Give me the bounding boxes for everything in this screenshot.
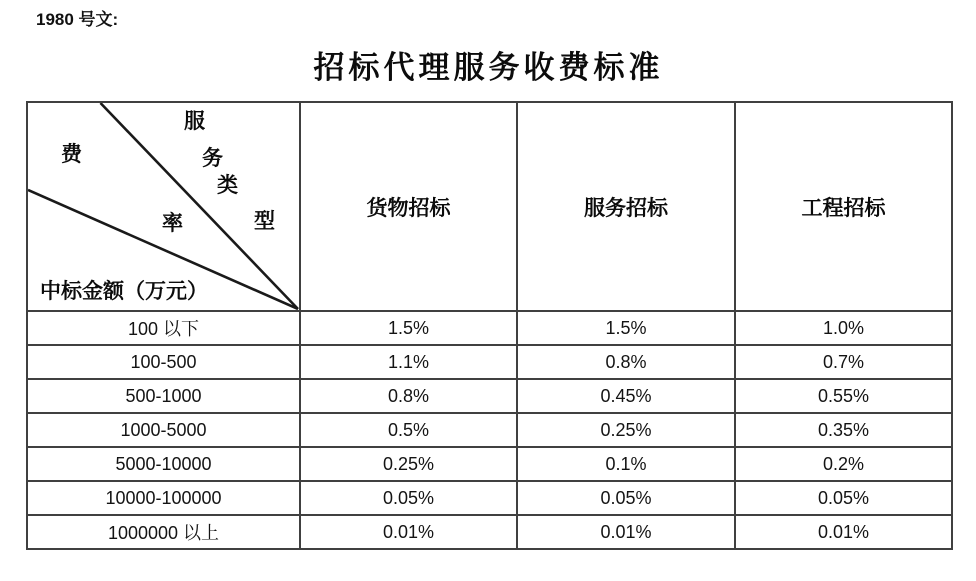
rate-cell-goods-bidding: 0.8% — [300, 379, 517, 413]
fee-table-body — [27, 311, 952, 549]
rate-cell-works-bidding: 0.55% — [735, 379, 952, 413]
rate-cell-goods-bidding: 0.01% — [300, 515, 517, 549]
rate-cell-works-bidding: 0.7% — [735, 345, 952, 379]
corner-label-fee-1: 费 — [61, 142, 82, 166]
rate-cell-works-bidding: 0.35% — [735, 413, 952, 447]
amount-range-cell: 1000000 以上 — [27, 515, 300, 549]
corner-label-service-3: 类 — [217, 173, 238, 197]
amount-range-cell: 1000-5000 — [27, 413, 300, 447]
table-row — [27, 481, 952, 515]
column-header-service-bidding: 服务招标 — [517, 102, 735, 311]
amount-range-cell: 500-1000 — [27, 379, 300, 413]
table-row — [27, 447, 952, 481]
rate-cell-service-bidding: 1.5% — [517, 311, 735, 345]
rate-cell-goods-bidding: 1.1% — [300, 345, 517, 379]
rate-cell-works-bidding: 0.05% — [735, 481, 952, 515]
diagonal-header-cell — [27, 102, 300, 311]
rate-cell-works-bidding: 0.2% — [735, 447, 952, 481]
corner-label-amount: 中标金额（万元） — [40, 279, 208, 303]
doc-number: 1980 号文: — [36, 10, 119, 29]
table-row — [27, 345, 952, 379]
rate-cell-service-bidding: 0.45% — [517, 379, 735, 413]
corner-label-service-1: 服 — [184, 109, 205, 133]
rate-cell-goods-bidding: 0.05% — [300, 481, 517, 515]
corner-label-service-2: 务 — [202, 146, 223, 170]
rate-cell-works-bidding: 1.0% — [735, 311, 952, 345]
header-row — [27, 102, 952, 311]
corner-label-fee-2: 率 — [162, 211, 183, 235]
amount-range-cell: 5000-10000 — [27, 447, 300, 481]
rate-cell-service-bidding: 0.01% — [517, 515, 735, 549]
fee-table — [26, 101, 953, 550]
rate-cell-service-bidding: 0.05% — [517, 481, 735, 515]
corner-label-service-4: 型 — [254, 209, 275, 233]
rate-cell-service-bidding: 0.25% — [517, 413, 735, 447]
rate-cell-service-bidding: 0.1% — [517, 447, 735, 481]
table-row — [27, 515, 952, 549]
table-row — [27, 311, 952, 345]
rate-cell-service-bidding: 0.8% — [517, 345, 735, 379]
rate-cell-works-bidding: 0.01% — [735, 515, 952, 549]
table-row — [27, 413, 952, 447]
amount-range-cell: 10000-100000 — [27, 481, 300, 515]
page-title: 招标代理服务收费标准 — [313, 50, 664, 85]
rate-cell-goods-bidding: 0.25% — [300, 447, 517, 481]
table-row — [27, 379, 952, 413]
rate-cell-goods-bidding: 1.5% — [300, 311, 517, 345]
rate-cell-goods-bidding: 0.5% — [300, 413, 517, 447]
column-header-works-bidding: 工程招标 — [735, 102, 952, 311]
amount-range-cell: 100 以下 — [27, 311, 300, 345]
column-header-goods-bidding: 货物招标 — [300, 102, 517, 311]
amount-range-cell: 100-500 — [27, 345, 300, 379]
